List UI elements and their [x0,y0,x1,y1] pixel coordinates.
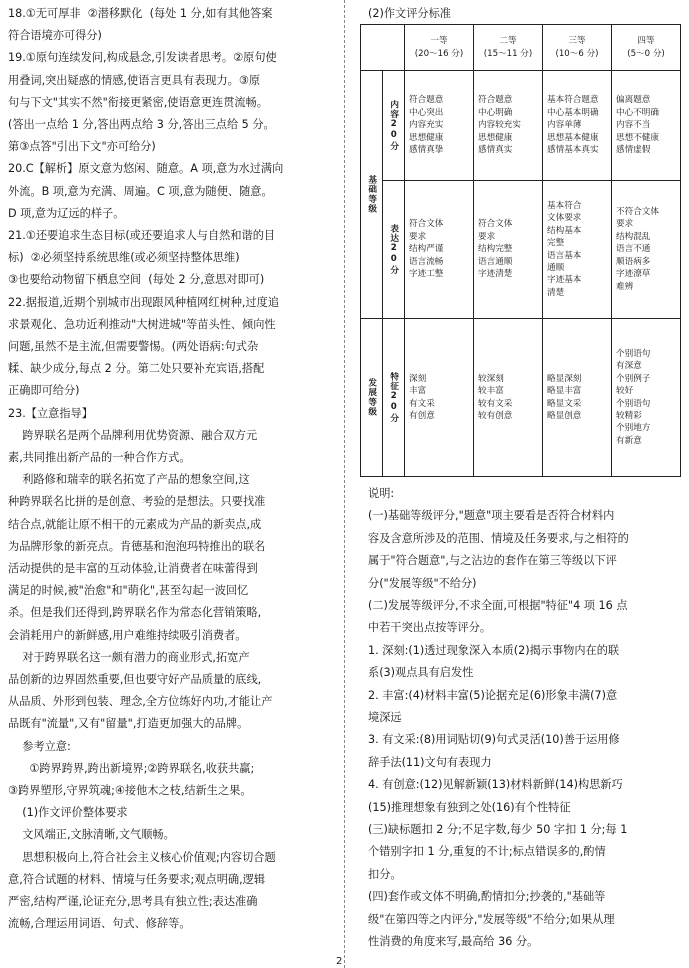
note-line: (二)发展等级评分,不求全面,可根据"特征"4 项 16 点 [368,599,628,612]
cell-line: 结构基本 [547,225,582,236]
text-line: 20.C【解析】原文意为悠闲、随意。A 项,意为水过满向 [8,162,284,176]
cell-line: 通顺 [547,262,565,273]
table-cell [543,319,612,477]
text-line: 23.【立意指导】 [8,406,93,420]
text-line: (1)作文评价整体要求 [8,806,128,820]
table-cell [405,71,474,181]
text-line: 19.①原句连续发问,构成悬念,引发读者思考。②原句使 [8,51,277,65]
note-line: 1. 深刻:(1)透过现象深入本质(2)揭示事物内在的联 [368,643,620,657]
note-line: (15)推理想象有独到之处(16)有个性特征 [368,800,571,814]
cell-line: 结构严谨 [409,244,444,255]
text-line: 会消耗用户的新鲜感,用户难维持续吸引消费者。 [8,628,247,642]
text-line: 利路修和瑞幸的联名拓宽了产品的想象空间,这 [8,473,250,487]
table-cell [543,181,612,319]
text-line: 参考立意: [8,739,71,753]
cell-line: 感情真实 [478,145,513,156]
cell-line: 字迹清楚 [478,269,513,280]
text-line: 流畅,合理运用词语、句式、修辞等。 [8,917,191,931]
cell-line: 内容不当 [616,120,651,131]
cell-line: 顺语病多 [616,256,651,267]
note-line: 性消费的角度来写,最高给 36 分。 [368,935,539,948]
cell-line: 结构完整 [478,244,513,255]
scoring-table [360,24,681,477]
cell-line: 内容较充实 [478,120,521,131]
cell-line: 文体要求 [547,213,582,224]
text-line: ③也要给动物留下栖息空间 (每处 2 分,意思对即可) [8,273,265,287]
row-label-content: 内容20分 [383,71,405,181]
table-cell [612,181,681,319]
cell-line: 符合文体 [478,219,513,230]
text-line: ③跨界塑形,守界筑魂;④接他木之枝,结新生之果。 [8,784,252,797]
cell-line: 思想基本健康 [547,132,599,143]
cell-line: 完整 [547,238,565,249]
text-line: 求景观化、急功近利推动"大树进城"等苗头性、倾向性 [8,317,276,331]
text-line: 满足的时候,被"治愈"和"萌化",甚至勾起一波回忆 [8,584,249,598]
cell-line: 中心明确 [478,107,513,118]
text-line: 正确即可给分) [8,384,80,398]
cell-line: 基本符合 [547,200,582,211]
cell-line: 个别语句 [616,348,651,359]
grade-header-4: 四等 (5～0 分) [612,25,681,71]
cell-line: 较有文采 [478,398,513,409]
cell-line: 不符合文体 [616,207,659,218]
cell-line: 感情虚假 [616,145,651,156]
note-line: 说明: [368,487,395,500]
cell-line: 有新意 [616,435,642,446]
text-line: 糅、缺少成分,每点 2 分。第二处只要补充宾语,搭配 [8,362,265,376]
basic-grade-label: 基础等级 [361,71,383,319]
note-line: 境深远 [368,711,402,724]
cell-line: 较深刻 [478,373,504,384]
table-row [361,71,681,181]
cell-line: 中心不明确 [616,107,659,118]
text-line: 对于跨界联名这一颇有潜力的商业形式,拓宽产 [8,650,250,664]
cell-line: 感情真挚 [409,145,444,156]
cell-line: 略显文采 [547,398,582,409]
table-cell [474,319,543,477]
cell-line: 丰富 [409,386,427,397]
cell-line: 难辨 [616,281,634,292]
text-line: 21.①还要追求生态目标(或还要追求人与自然和谐的目 [8,229,276,242]
text-line: 文风端正,文脉清晰,文气顺畅。 [8,828,175,842]
cell-line: 深刻 [409,373,427,384]
note-line: 扣分。 [368,867,402,881]
cell-line: 有深意 [616,361,642,372]
column-divider [344,0,345,968]
cell-line: 较精彩 [616,410,642,421]
text-line: 22.据报道,近期个别城市出现跟风种植网红树种,过度追 [8,295,280,309]
cell-line: 个别地方 [616,423,651,434]
note-line: (一)基础等级评分,"题意"项主要看是否符合材料内 [368,509,615,523]
text-line: 18.①无可厚非 ②潜移默化 (每处 1 分,如有其他答案 [8,7,273,20]
text-line: 严密,结构严谨,论证充分,思考具有独立性;表达准确 [8,895,258,908]
cell-line: 思想健康 [409,132,444,143]
cell-line: 语言不通 [616,244,651,255]
note-line: 系(3)观点具有启发性 [368,666,474,680]
cell-line: 内容充实 [409,120,444,131]
grade-header-3: 三等 (10～6 分) [543,25,612,71]
cell-line: 要求 [616,219,634,230]
text-line: 意,符合试题的材料、情境与任务要求;观点明确,逻辑 [8,872,266,886]
text-line: (答出一点给 1 分,答出两点给 3 分,答出三点给 5 分。 [8,118,275,131]
note-line: 中若干突出点按等评分。 [368,621,492,635]
table-cell [474,181,543,319]
table-row [361,181,681,319]
text-line: 种跨界联名比拼的是创意、考验的是想法。只要找准 [8,495,266,509]
table-cell [543,71,612,181]
cell-line: 偏离题意 [616,95,651,106]
cell-line: 语言基本 [547,250,582,261]
cell-line: 符合文体 [409,219,444,230]
page-number: 2 [336,956,343,967]
cell-line: 略显深刻 [547,373,582,384]
note-line: 辞手法(11)文句有表现力 [368,755,492,769]
cell-line: 中心基本明确 [547,107,599,118]
note-line: (四)套作或文体不明确,酌情扣分;抄袭的,"基础等 [368,890,606,904]
text-line: 素,共同推出新产品的一种合作方式。 [8,451,191,464]
scoring-standard-title: (2)作文评分标准 [368,7,451,20]
cell-line: 要求 [409,231,427,242]
cell-line: 略显丰富 [547,386,582,397]
table-row [361,319,681,477]
cell-line: 要求 [478,231,496,242]
note-line: 个错别字扣 1 分,重复的不计;标点错误多的,酌情 [368,845,606,859]
text-line: 思想积极向上,符合社会主义核心价值观;内容切合题 [8,850,276,864]
cell-line: 清楚 [547,287,565,298]
cell-line: 字迹基本 [547,275,582,286]
text-line: 句与下文"其实不然"衔接更紧密,使语意更连贯流畅。 [8,95,268,109]
text-line: D 项,意为辽远的样子。 [8,206,125,220]
note-line: (三)缺标题扣 2 分;不足字数,每少 50 字扣 1 分;每 1 [368,823,628,836]
note-line: 4. 有创意:(12)见解新颖(13)材料新鲜(14)构思新巧 [368,778,623,792]
text-line: 标) ②必须坚持系统思维(或必须坚持整体思维) [8,251,240,265]
cell-line: 较有创意 [478,410,513,421]
table-header-row [361,25,681,71]
note-line: 分("发展等级"不给分) [368,576,477,590]
text-line: 品创新的边界固然重要,但也要守好产品质量的底线, [8,673,262,686]
cell-line: 内容单薄 [547,120,582,131]
cell-line: 思想不健康 [616,132,659,143]
cell-line: 符合题意 [409,95,444,106]
text-line: 品既有"流量",又有"留量",打造更加强大的品牌。 [8,717,249,731]
text-line: 活动提供的是丰富的互动体验,让消费者在味蕾得到 [8,562,258,575]
table-cell [612,71,681,181]
table-cell [474,71,543,181]
cell-line: 语言通顺 [478,256,513,267]
text-line: ①跨界跨界,跨出新境界;②跨界联名,收获共赢; [8,761,255,775]
text-line: 问题,虽然不是主流,但需要警惕。(两处语病:句式杂 [8,340,259,353]
text-line: 结合点,就能让原不相干的元素成为产品的新卖点,成 [8,517,262,531]
cell-line: 有文采 [409,398,435,409]
text-line: 用叠词,突出疑惑的情感,使语言更具有表现力。③原 [8,73,261,87]
text-line: 外流。B 项,意为充满、周遍。C 项,意为随便、随意。 [8,184,273,198]
cell-line: 感情基本真实 [547,145,599,156]
cell-line: 字迹潦草 [616,269,651,280]
text-line: 第③点答"引出下文"亦可给分) [8,140,156,154]
table-cell [612,319,681,477]
note-line: 容及含意所涉及的范围、情境及任务要求,与之相符的 [368,531,629,545]
grade-header-2: 二等 (15～11 分) [474,25,543,71]
table-cell [405,319,474,477]
dev-grade-label: 发展等级 [361,319,383,477]
text-line: 符合语境亦可得分) [8,29,102,43]
note-line: 2. 丰富:(4)材料丰富(5)论据充足(6)形象丰满(7)意 [368,688,618,702]
cell-line: 语言流畅 [409,256,444,267]
cell-line: 个别例子 [616,373,651,384]
note-line: 3. 有文采:(8)用词贴切(9)句式灵活(10)善于运用修 [368,733,620,747]
text-line: 为品牌形象的新亮点。肯德基和泡泡玛特推出的联名 [8,539,266,553]
cell-line: 符合题意 [478,95,513,106]
text-line: 从品质、外形到包装、理念,全方位练好内功,才能让产 [8,695,273,709]
cell-line: 略显创意 [547,410,582,421]
cell-line: 中心突出 [409,107,444,118]
cell-line: 字迹工整 [409,269,444,280]
cell-line: 有创意 [409,410,435,421]
cell-line: 个别语句 [616,398,651,409]
text-line: 杀。但是我们还得到,跨界联名作为常态化营销策略, [8,606,262,620]
cell-line: 结构混乱 [616,231,651,242]
row-label-expression: 表达20分 [383,181,405,319]
row-label-feature: 特征20分 [383,319,405,477]
grade-header-1: 一等 (20～16 分) [405,25,474,71]
cell-line: 较丰富 [478,386,504,397]
note-line: 属于"符合题意",与之沾边的套作在第三等级以下评 [368,554,617,568]
cell-line: 思想健康 [478,132,513,143]
table-corner-cell [361,25,405,71]
table-cell [405,181,474,319]
cell-line: 基本符合题意 [547,95,599,106]
text-line: 跨界联名是两个品牌利用优势资源、融合双方元 [8,428,258,442]
note-line: 级"在第四等之内评分,"发展等级"不给分;如果从理 [368,912,615,926]
cell-line: 较好 [616,386,634,397]
